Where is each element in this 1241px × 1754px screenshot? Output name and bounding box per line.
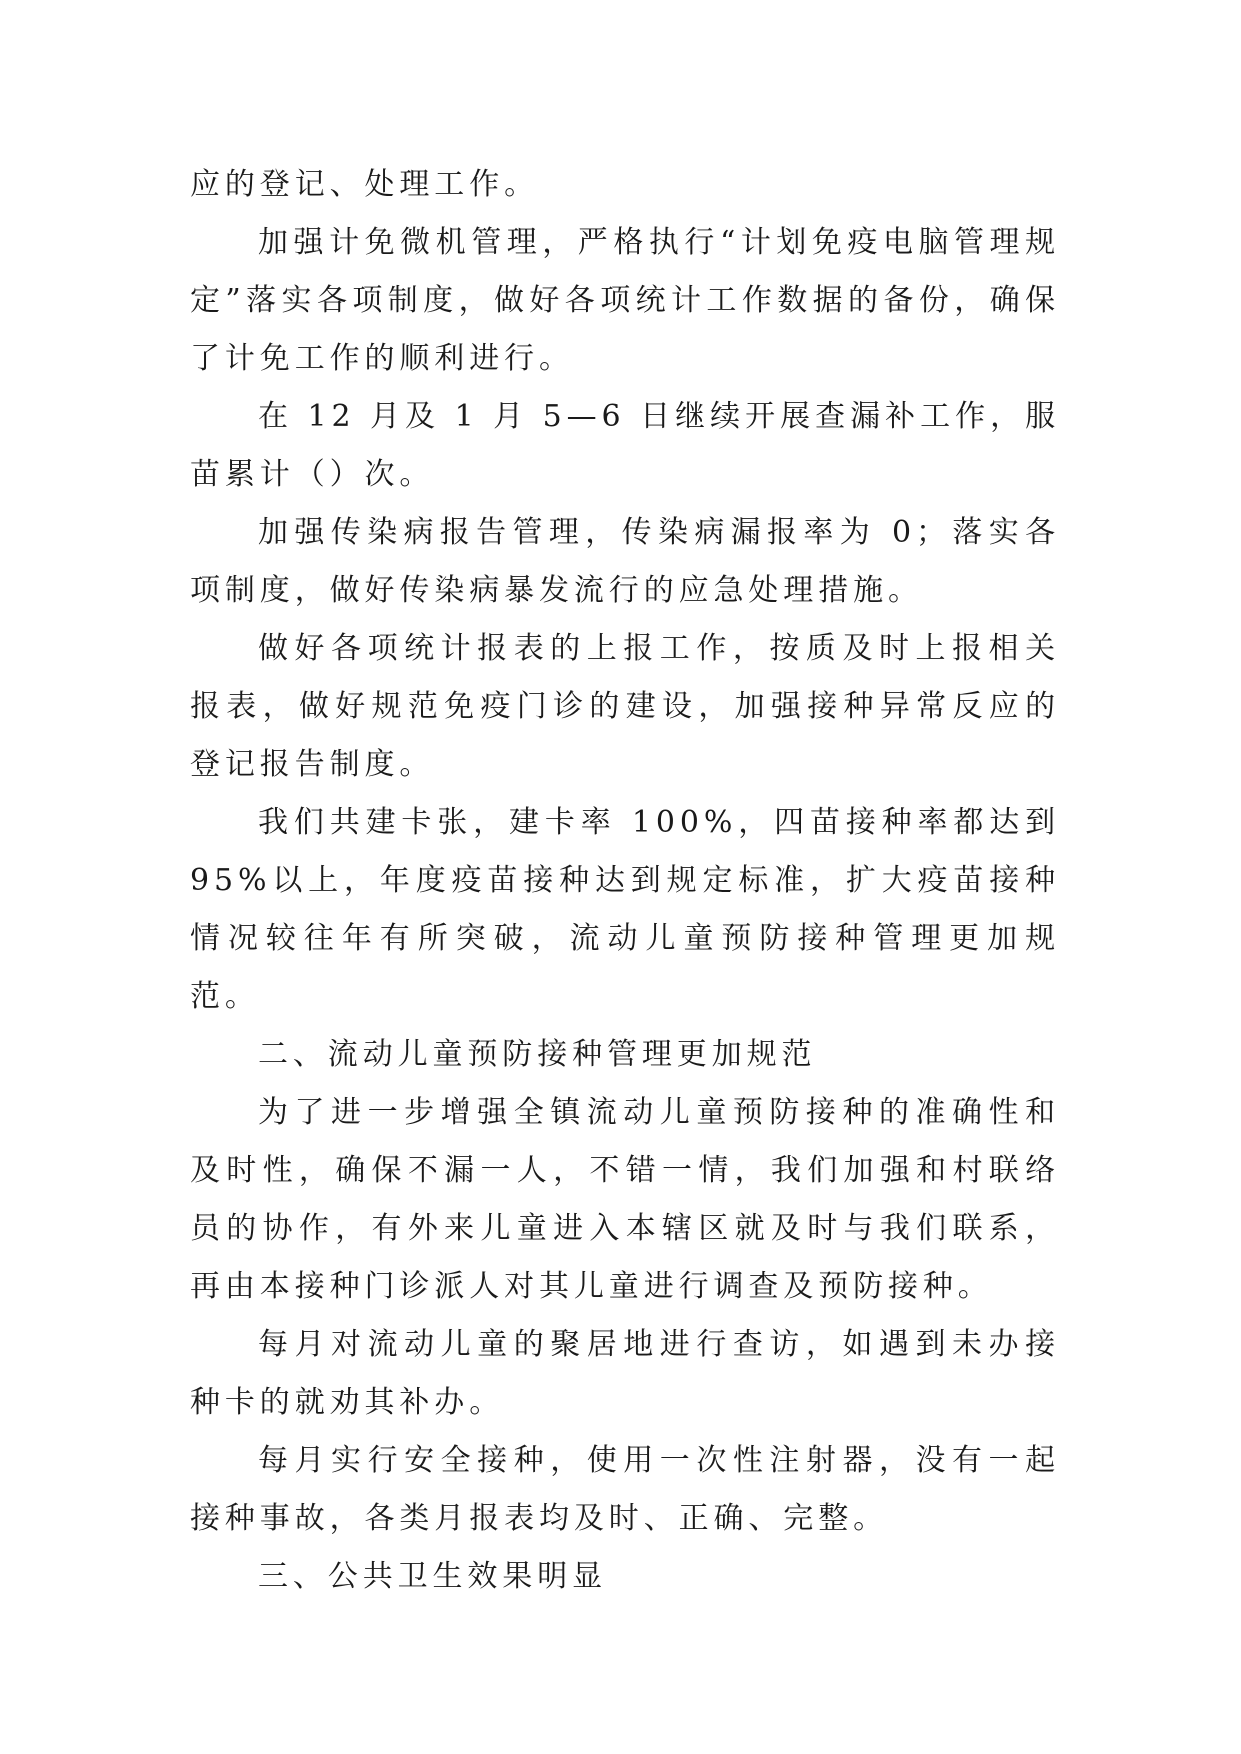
paragraph-floating-children: 为了进一步增强全镇流动儿童预防接种的准确性和及时性，确保不漏一人，不错一情，我们加强和村联络员的协作，有外来儿童进入本辖区就及时与我们联系，再由本接种门诊派人对其儿童进行调查及预防接种。 xyxy=(190,1095,1060,1304)
document-body xyxy=(190,156,1060,1606)
paragraph-statistical-reports: 做好各项统计报表的上报工作，按质及时上报相关报表，做好规范免疫门诊的建设，加强接种异常反应的登记报告制度。 xyxy=(190,631,1060,782)
section-heading-3: 三、公共卫生效果明显 xyxy=(258,1559,607,1594)
paragraph-continuation: 应的登记、处理工作。 xyxy=(190,167,539,202)
paragraph-card-rates: 我们共建卡张，建卡率 100%，四苗接种率都达到 95%以上，年度疫苗接种达到规定标准，扩大疫苗接种情况较往年有所突破，流动儿童预防接种管理更加规范。 xyxy=(190,805,1060,1014)
paragraph-safe-injection: 每月实行安全接种，使用一次性注射器，没有一起接种事故，各类月报表均及时、正确、完整。 xyxy=(190,1443,1060,1536)
paragraph-catch-up-vaccination: 在 12 月及 1 月 5—6 日继续开展查漏补工作，服苗累计（）次。 xyxy=(190,399,1060,492)
section-heading-2: 二、流动儿童预防接种管理更加规范 xyxy=(258,1037,817,1072)
paragraph-computer-management: 加强计免微机管理，严格执行“计划免疫电脑管理规定”落实各项制度，做好各项统计工作数据的备份，确保了计免工作的顺利进行。 xyxy=(190,225,1060,376)
paragraph-monthly-visits: 每月对流动儿童的聚居地进行查访，如遇到未办接种卡的就劝其补办。 xyxy=(190,1327,1060,1420)
paragraph-infectious-disease-reporting: 加强传染病报告管理，传染病漏报率为 0；落实各项制度，做好传染病暴发流行的应急处理措施。 xyxy=(190,515,1060,608)
